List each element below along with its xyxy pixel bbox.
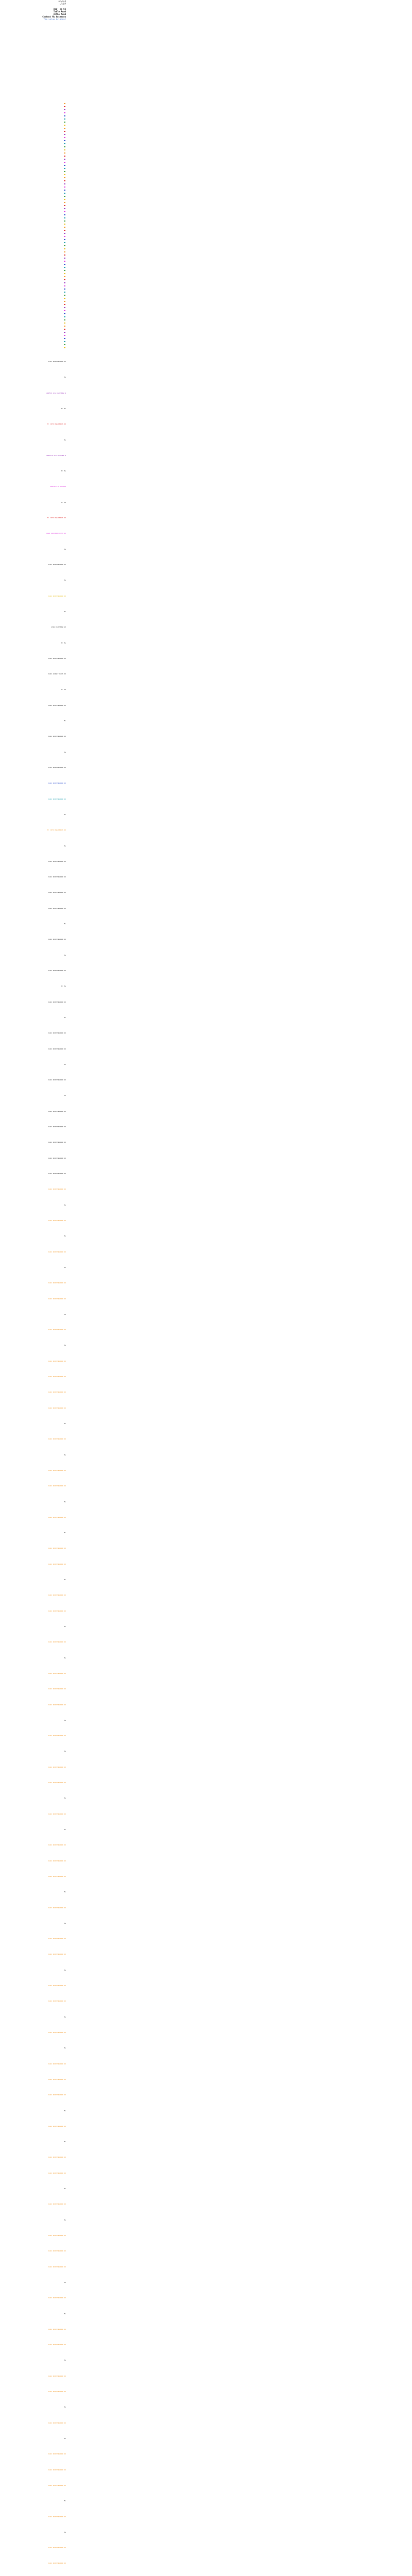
log-entry: ACWS DRITZBRWWWD 6D (48, 1001, 66, 1003)
log-entry: ACWS DRITZBRWWWD D3 (48, 564, 66, 566)
log-status-line: Ms (64, 1422, 66, 1425)
log-status-line: Ms (64, 2406, 66, 2408)
log-entry: M: CRTI DNACHMRCS 6D (47, 423, 66, 425)
color-tick (64, 264, 65, 265)
log-entry: ACWS DRITZBRWWWD 6D (48, 2031, 66, 2033)
log-entry: ACWS DRITZBRWWWD 6D (48, 2234, 66, 2236)
log-entry: ACWS DRITZBRWWWD 6D (48, 2547, 66, 2549)
color-tick (64, 279, 65, 280)
log-entry: ACWS ACWNIT DACS 6D (48, 673, 66, 675)
log-entry: ACWS DRITZBRWWWD 6D (48, 1251, 66, 1253)
log-status-line: Ms (64, 2141, 66, 2143)
log-entry: ACWS DRITZBRWWWD 6D (48, 1048, 66, 1050)
color-tick (64, 332, 65, 333)
log-status-line: Ms (64, 1922, 66, 1924)
log-status-line: Ms (64, 1969, 66, 1971)
color-tick (64, 242, 65, 243)
log-entry: ACWS DRITZBRWWWD 6D (48, 1907, 66, 1909)
log-entry: ACWS DRITZBRWWWD 6D (48, 1376, 66, 1378)
log-status-line: Ms (64, 2016, 66, 2018)
color-tick (64, 140, 65, 141)
log-entry: ACWS DRITZBRWWWD 6D (48, 2469, 66, 2471)
log-entry: ACWS DRITZBRWWWD 6D (48, 2375, 66, 2377)
log-entry: ACWS DRITZBRWWWD 6D (48, 1735, 66, 1737)
color-tick (64, 205, 65, 206)
color-tick (64, 301, 65, 302)
log-header (0, 0, 66, 21)
log-entry: AWNFSCD ACS DACHSBR N (46, 454, 66, 456)
log-entry: ACWS DRITZBRWWWD 6D (48, 1438, 66, 1440)
color-tick (64, 103, 65, 104)
log-status-line: Ms (64, 1454, 66, 1456)
log-entry: ACWS DRITZBRWWWD 6D (48, 907, 66, 909)
color-tick (64, 255, 65, 256)
log-entry: ACWS DRITZBRWWWD 6D (48, 1844, 66, 1846)
color-tick (64, 162, 65, 163)
log-status-line: Ms (64, 1719, 66, 1721)
log-status-line: Ms (64, 923, 66, 925)
log-entry: AWNFSCD AC DATESB (50, 485, 66, 487)
log-status-line: Ms (64, 439, 66, 441)
log-status-line: Ms (64, 2281, 66, 2283)
log-entry: ACWS DRITZBRWWWD 6D (48, 1516, 66, 1518)
log-status-line: Ms (64, 845, 66, 847)
color-tick (64, 304, 65, 305)
color-tick (64, 245, 65, 246)
color-tick (64, 282, 65, 283)
log-status-line: Ms (64, 1657, 66, 1659)
log-entry: ACWS DRITZBRWWWD 6D (48, 595, 66, 597)
log-status-line: Ms (64, 954, 66, 956)
log-entry: M: CRTI DNACHMRCS 6D (47, 517, 66, 519)
log-status-line: Ms (64, 2359, 66, 2361)
log-entry: ACWS DRITZBRWWWD 6D (48, 2328, 66, 2330)
color-tick (64, 180, 65, 181)
color-tick (64, 227, 65, 228)
color-tick (64, 261, 65, 262)
log-status-line: M: Ms (61, 985, 66, 987)
color-tick (64, 313, 65, 314)
log-status-line: Ms (64, 2047, 66, 2049)
log-entry: ACWS DRITZBRWWWD 6D (48, 2297, 66, 2299)
color-tick (64, 165, 65, 166)
log-status-line: Ms (64, 1235, 66, 1237)
color-tick (64, 177, 65, 178)
log-entry: ACWS DRITZBRWWWD 6D (48, 1938, 66, 1940)
log-entry: ACWS DRITZBRWWWD 6D (48, 1875, 66, 1877)
header-line: Table Acwd (53, 10, 66, 13)
color-tick (64, 326, 65, 327)
header-line: The value Aclmonat (43, 18, 66, 21)
log-status-line: Ms (64, 2188, 66, 2190)
color-tick (64, 202, 65, 203)
color-tick (64, 289, 65, 290)
color-tick (64, 258, 65, 259)
color-tick (64, 323, 65, 324)
log-entry: ACWS DRITZBRWWWD 6D (48, 735, 66, 737)
log-status-line: M: Ms (61, 501, 66, 503)
log-entry: ACWS DRITZBRWWWD 6D (48, 891, 66, 893)
log-status-line: Ms (64, 1532, 66, 1534)
log-status-line: Ms (64, 2437, 66, 2439)
log-entry: ACWS DRITZBRWWWD 6D (48, 1610, 66, 1612)
header-line: LR:DP (59, 3, 66, 5)
color-tick (64, 347, 65, 348)
log-entry: ACWS DRITZBRWWWD 6D (48, 1391, 66, 1393)
log-entry: ACWS DRITZBRWWWD 6D (48, 1672, 66, 1674)
log-status-line: Ms (64, 1204, 66, 1206)
log-status-line: Ms (64, 548, 66, 550)
color-tick (64, 143, 65, 144)
log-entry: ACWS DRITZBRWWWD 6D (48, 1141, 66, 1143)
color-tick (64, 112, 65, 113)
log-entry: AWNFSD ACS DACHSBRW N (46, 392, 66, 394)
log-entry: ACWS DRITZBRWWWD 6D (48, 1813, 66, 1815)
color-tick (64, 236, 65, 237)
color-tick (64, 295, 65, 296)
log-entry: ACWS DRITZBRWWWD 6D (48, 1407, 66, 1409)
log-entry: ACWS DRITZBRWWWD 6D (48, 2063, 66, 2065)
log-status-line: Ms (64, 2500, 66, 2502)
color-tick (64, 233, 65, 234)
log-entry: ACWS DRITZBRWWWD 6D (48, 2250, 66, 2252)
log-status-line: Ms (64, 1063, 66, 1065)
color-tick (64, 115, 65, 116)
color-tick (64, 208, 65, 209)
log-entry: ACWS DRITZBRWWWD 6D (48, 1032, 66, 1034)
color-tick (64, 118, 65, 120)
log-entry: ACWS DRITZBRWWWD 6D (48, 1766, 66, 1768)
log-entry: ACWS DRITZBRWWWD 6D (48, 2125, 66, 2127)
log-status-line: Ms (64, 1891, 66, 1893)
log-entry: ACWS DRITZBRWWWD 6D (48, 1360, 66, 1362)
log-entry: ACWS DRITZBRWWWD 6D (48, 1219, 66, 1222)
log-status-line: Ms (64, 1266, 66, 1268)
log-entry: ACWS DRITZBRWWWD 6D (48, 767, 66, 769)
log-entry: ACWS DRITZBRWWWD 6D (48, 2172, 66, 2174)
log-entry: ACWS DRITZBRWWWD 6D (48, 657, 66, 659)
color-tick (64, 251, 65, 252)
color-tick (64, 273, 65, 274)
color-tick (64, 187, 65, 188)
color-tick (64, 149, 65, 150)
color-tick (64, 134, 65, 135)
log-status-line: Ms (64, 1313, 66, 1315)
log-entry: ACWS DRITZBRWWWD 6D (48, 1594, 66, 1596)
log-entry: ACWS DRITZBRWWWD 6D (48, 1953, 66, 1955)
log-status-line: Ms (64, 1344, 66, 1346)
log-status-line: Ms (64, 1016, 66, 1019)
log-entry: ACWS DRITZBRWWWD 6D (48, 2422, 66, 2424)
header-line: Arthe Acwd (53, 13, 66, 15)
color-tick (64, 217, 65, 218)
color-tick (64, 292, 65, 293)
log-status-line: Ms (64, 720, 66, 722)
color-tick (64, 319, 65, 320)
color-tick (64, 159, 65, 160)
color-tick (64, 156, 65, 157)
color-tick (64, 338, 65, 339)
color-tick (64, 122, 65, 123)
log-entry: ACWS DRITZBRWWWD 6D (48, 1485, 66, 1487)
log-status-line: Ms (64, 611, 66, 613)
color-tick (64, 211, 65, 212)
log-entry: ACWS DRITZBRWWWD 6D (48, 876, 66, 878)
color-tick (64, 128, 65, 129)
color-tick (64, 307, 65, 308)
log-status-line: Ms (64, 376, 66, 378)
log-status-line: Ms (64, 579, 66, 581)
log-entry: ACWS DRITZBRWWWD 6D (48, 1329, 66, 1331)
log-entry: ACWS DRITZBRWWWD 6D (48, 1469, 66, 1471)
log-entry: ACWS DRITZBRWWWD 6D (48, 1547, 66, 1549)
color-tick (64, 190, 65, 191)
log-status-line: Ms (64, 1501, 66, 1503)
color-tick (64, 193, 65, 194)
color-tick (64, 270, 65, 271)
log-status-line: M: Ms (61, 688, 66, 690)
color-tick (64, 335, 65, 336)
color-tick (64, 168, 65, 169)
color-tick (64, 171, 65, 172)
log-entry: ACWS DRITZBRWWWD 6D (48, 2266, 66, 2268)
log-entry: ACWS DRITZBRWWWD 6D (48, 1860, 66, 1862)
log-status-line: Ms (64, 1579, 66, 1581)
log-entry: ACWS DRITZBRWWWD 6D (48, 2344, 66, 2346)
log-entry: ACWS DRITZBRWWWD 6D (48, 1985, 66, 1987)
log-entry: ACWS DRITZBRWWWD 6D (48, 860, 66, 862)
log-entry: ACWS DRITZBRWWWD 6D (48, 1704, 66, 1706)
log-entry: ACWS DRITZBRWWWD 6D (48, 2516, 66, 2518)
color-tick (64, 214, 65, 215)
log-entry: ACWS DRITZBRWWWD 6D (48, 970, 66, 972)
color-tick (64, 230, 65, 231)
color-tick (64, 239, 65, 240)
log-entry: ACWS DRITZBRWWWD 6D (48, 2000, 66, 2002)
color-tick (64, 341, 65, 342)
log-entry: ACWS DRITZBRWWWD 6D (48, 2562, 66, 2564)
log-status-line: Ms (64, 2110, 66, 2112)
log-entry: ACWS DRITZBRWWWD 6D (48, 1282, 66, 1284)
color-tick (64, 196, 65, 197)
log-status-line: Ms (64, 1750, 66, 1752)
log-status-line: Ms (64, 1625, 66, 1628)
log-entry: ACWS DRITZBRWWWD 6D (48, 2391, 66, 2393)
color-tick (64, 221, 65, 222)
log-entry: ACWS DRITZBRW LITS SD (46, 532, 66, 534)
color-tick (64, 298, 65, 299)
log-entry: M: CRTI DNACHMRCS 6D (47, 829, 66, 831)
log-status-line: Ms (64, 814, 66, 816)
log-entry: ACWS DRITZBRWWWD 6D (48, 1173, 66, 1175)
color-tick (64, 131, 65, 132)
log-entry: ACWS DRITZBRWWWD 6D (48, 1188, 66, 1190)
log-entry: ACWS DRITZBRWWWD 6D (48, 798, 66, 800)
log-entry: ACWS DRITZBRWWWD 6D (48, 1688, 66, 1690)
log-entry: ACWS DRITZBRWWWD 6D (48, 1110, 66, 1112)
log-status-line: Ms (64, 1094, 66, 1096)
color-tick (64, 137, 65, 138)
log-entry: ACWS DRITZBRWWWD 6D (48, 2156, 66, 2158)
log-entry: ACWS DRITZBRWWWD 6D (48, 1126, 66, 1128)
log-entry: ACWS DRITZBRWWWD 6D (48, 2453, 66, 2455)
log-entry: ACWS DRITZBRWWWD 63 (48, 361, 66, 363)
color-tick (64, 199, 65, 200)
color-tick (64, 109, 65, 110)
color-tick (64, 183, 65, 184)
log-entry: ACWS DRITZBRWWWD 6D (48, 2203, 66, 2205)
log-entry: ACWS DRITZBRWWWD 6D (48, 704, 66, 706)
color-tick (64, 267, 65, 268)
log-entry: ACWS DRITZBRWWWD 6D (48, 2078, 66, 2080)
color-tick (64, 285, 65, 286)
header-line: Acd' ne 66 (53, 8, 66, 10)
header-line: Acwind (58, 0, 66, 3)
log-entry: ACWS DRITZBRWWWD 6D (48, 1079, 66, 1081)
log-entry: ACWS DRITZBRWWWD 6D (48, 1782, 66, 1784)
log-status-line: Ms (64, 751, 66, 753)
color-tick (64, 125, 65, 126)
header-line: Content Ms Anteecen (42, 15, 66, 18)
color-tick (64, 248, 65, 249)
log-entry: ACWS DRITZBRWWWD 6D (48, 782, 66, 784)
color-tick (64, 329, 65, 330)
log-entry: ACWS DRITZBRWWWD 6D (48, 2094, 66, 2096)
log-status-line: Ms (64, 2219, 66, 2221)
log-entry: ACWS DACHSBRW SD (51, 626, 66, 628)
color-tick (64, 152, 65, 154)
log-status-line: M: Ms (61, 642, 66, 644)
color-tick (64, 106, 65, 107)
color-tick (64, 224, 65, 225)
color-tick (64, 344, 65, 345)
color-tick (64, 316, 65, 317)
log-status-line: Ms (64, 2313, 66, 2315)
log-entry: ACWS DRITZBRWWWD 6D (48, 1157, 66, 1159)
log-entry: ACWS DRITZBRWWWD 6D (48, 1563, 66, 1565)
log-entry: ACWS DRITZBRWWWD 6D (48, 1641, 66, 1643)
log-status-line: Ms (64, 1797, 66, 1799)
color-tick (64, 146, 65, 147)
log-column (0, 0, 66, 21)
log-status-line: M: Ms (61, 408, 66, 410)
log-entry: ACWS DRITZBRWWWD 6D (48, 938, 66, 940)
color-tick (64, 310, 65, 311)
log-status-line: Ms (64, 1828, 66, 1831)
color-tick (64, 174, 65, 175)
color-tick (64, 276, 65, 277)
log-entry: ACWS DRITZBRWWWD 6D (48, 1298, 66, 1300)
log-status-line: Ms (64, 2531, 66, 2533)
log-entry: ACWS DRITZBRWWWD 6D (48, 2484, 66, 2486)
log-status-line: M: Ms (61, 470, 66, 472)
